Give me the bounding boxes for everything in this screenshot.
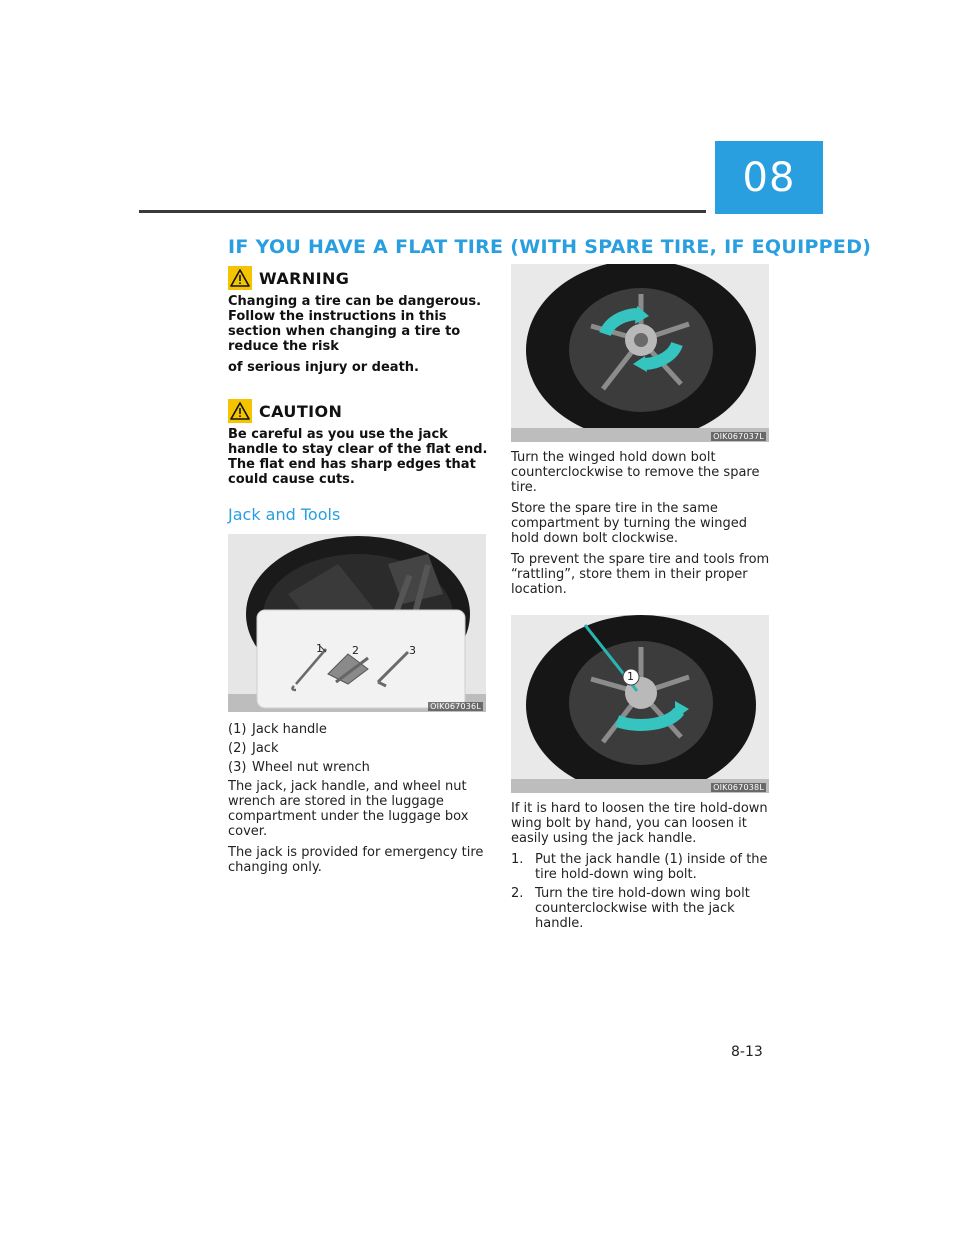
loosen-bolt-text: If it is hard to loosen the tire hold-down wing bolt by hand, you can loosen it easily using the jack handle. [511, 801, 768, 846]
list-item: 2. Turn the tire hold-down wing bolt counterclockwise with the jack handle. [511, 886, 750, 931]
loosen-bolt-figure [511, 615, 769, 793]
caution-icon [228, 399, 252, 423]
left-column [228, 266, 490, 881]
store-spare-text: Store the spare tire in the same compartment by turning the winged hold down bolt clockwise. [511, 501, 748, 546]
caution-label: CAUTION [259, 401, 343, 421]
jack-tools-heading: Jack and Tools [228, 505, 341, 524]
figure-code: OIK067038L [713, 783, 764, 792]
section-title: IF YOU HAVE A FLAT TIRE (WITH SPARE TIRE, IF EQUIPPED) [228, 236, 872, 258]
loosen-bolt-illustration [511, 615, 769, 793]
tools-storage-text: The jack, jack handle, and wheel nut wrench are stored in the luggage compartment under the luggage box cover. [228, 779, 469, 839]
callout-2: 2 [352, 644, 359, 657]
spare-tire-figure [511, 264, 769, 442]
list-item: (1) Jack handle [228, 722, 327, 737]
chapter-number: 08 [742, 154, 796, 201]
list-item: (2) Jack [228, 741, 279, 756]
callout-3: 3 [409, 644, 416, 657]
header-divider [139, 210, 706, 213]
callout-1: 1 [627, 670, 634, 683]
warning-text-continued: of serious injury or death. [228, 360, 419, 375]
tools-list [228, 722, 490, 775]
list-item: (3) Wheel nut wrench [228, 760, 370, 775]
jack-tools-illustration [228, 534, 486, 712]
jack-usage-text: The jack is provided for emergency tire changing only. [228, 845, 484, 875]
warning-text: Changing a tire can be dangerous. Follow the instructions in this section when changing a tire to reduce the risk [228, 294, 482, 354]
spare-tire-illustration [511, 264, 769, 442]
figure-code: OIK067036L [430, 702, 481, 711]
warning-icon [228, 266, 252, 290]
list-item: 1. Put the jack handle (1) inside of the tire hold-down wing bolt. [511, 852, 768, 882]
warning-box [228, 266, 490, 375]
right-column [511, 264, 771, 935]
rattling-text: To prevent the spare tire and tools from “rattling”, store them in their proper location. [511, 552, 770, 597]
page-number: 8-13 [731, 1044, 763, 1060]
jack-tools-figure [228, 534, 486, 712]
warning-label: WARNING [259, 268, 350, 288]
callout-1: 1 [316, 642, 323, 655]
caution-text: Be careful as you use the jack handle to stay clear of the flat end. The flat end has sharp edges that could cause cuts. [228, 427, 488, 487]
remove-spare-text: Turn the winged hold down bolt counterclockwise to remove the spare tire. [511, 450, 760, 495]
caution-box [228, 399, 490, 487]
figure-code: OIK067037L [713, 432, 764, 441]
chapter-tab [715, 141, 823, 214]
